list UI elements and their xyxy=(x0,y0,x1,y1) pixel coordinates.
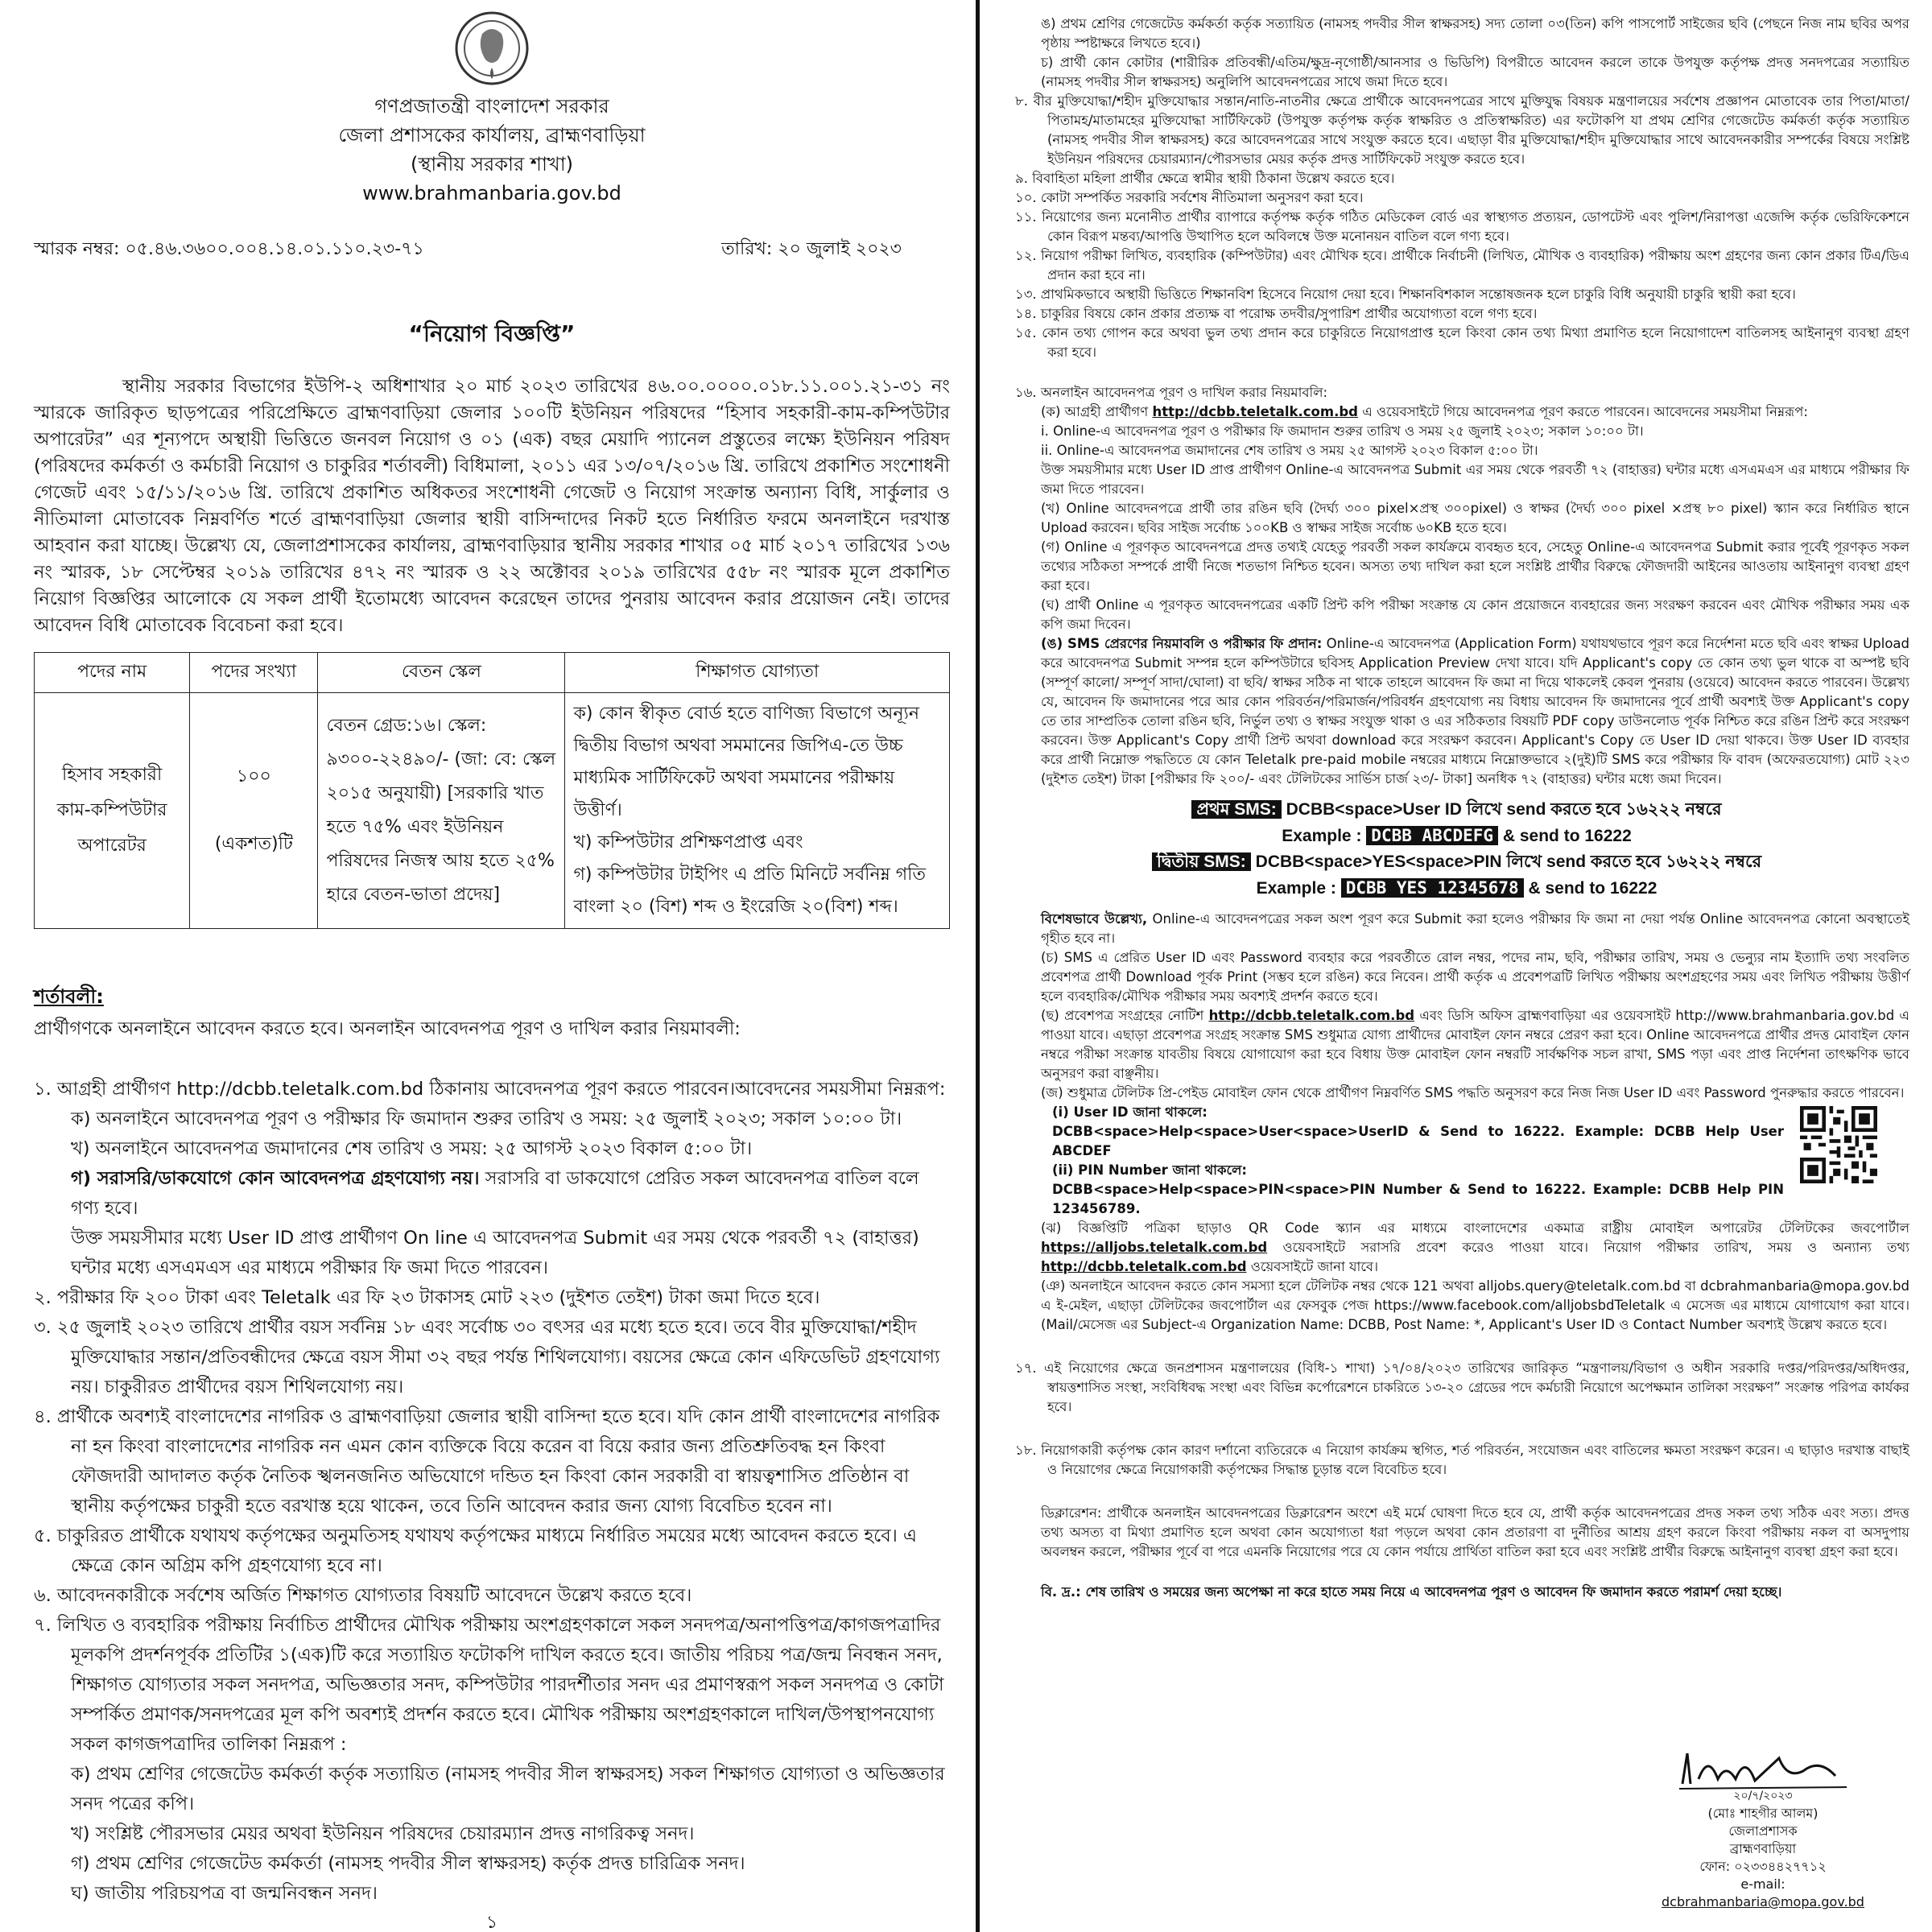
condition-1: ১. আগ্রহী প্রার্থীগণ http://dcbb.teletalk.com.bd ঠিকানায় আবেদনপত্র পূরণ করতে পারবেন।আবেদনের সময়সীমা নিম্নরূপ: xyxy=(34,1079,946,1100)
item-16a-i: i. Online-এ আবেদনপত্র পূরণ ও পরীক্ষার ফি জমাদান শুরুর তারিখ ও সময় ২৫ জুলাই ২০২৩; সকাল ১০:০০ টা। xyxy=(1041,423,1644,439)
item-10: ১০. কোটা সম্পর্কিত সরকারি সর্বশেষ নীতিমালা অনুসরণ করা হবে। xyxy=(1015,190,1364,205)
qualification-b: খ) কম্পিউটার প্রশিক্ষণপ্রাপ্ত এবং xyxy=(573,832,803,852)
intro-paragraph: স্থানীয় সরকার বিভাগের ইউপি-২ অধিশাখার ২০ মার্চ ২০২৩ তারিখের ৪৬.০০.০০০০.০১৮.১১.০০১.২১-৩১ নং স্মারকে জারিকৃত ছাড়পত্রের পরিপ্রেক্ষিতে ব্রাহ্মণবাড়িয়া জেলার ১০০টি ইউনিয়ন পরিষদের “হিসাব সহকারী-কাম-কম্পিউটার অপারেটর” এর শূন্যপদে অস্থায়ী ভিত্তিতে জনবল নিয়োগ ও ০১ (এক) বছর মেয়াদি প্যানেল প্রস্তুতের লক্ষ্যে ইউনিয়ন পরিষদ (পরিষদের কর্মকর্তা ও কর্মচারী নিয়োগ ও চাকুরির শর্তাবলী) বিধিমালা, ২০১১ এর ১৩/০৭/২০১৬ খ্রি. তারিখে প্রকাশিত সংশোধনী গেজেট এবং ১৫/১১/২০১৬ খ্রি. তারিখে প্রকাশিত অধিকতর সংশোধনী গেজেট ও নিয়োগ সংক্রান্ত অন্যান্য বিধি, সার্কুলার ও নীতিমালা মোতাবেক নিম্নবর্ণিত শর্তে ব্রাহ্মণবাড়িয়া জেলার স্থায়ী বাসিন্দাদের নিকট হতে নির্ধারিত ফরমে অনলাইনে দরখাস্ত আহবান করা যাচ্ছে। উল্লেখ্য যে, জেলাপ্রশাসকের কার্যালয়, ব্রাহ্মণবাড়িয়ার স্থানীয় সরকার শাখার ০৫ মার্চ ২০১৭ তারিখের ১৩৬ নং স্মারক, ১৮ সেপ্টেম্বর ২০১৯ তারিখের ৪৭২ নং স্মারক ও ২২ অক্টোবর ২০১৯ তারিখের ৫৫৮ নং স্মারক মূলে প্রকাশিত নিয়োগ বিজ্ঞপ্তির আলোকে যে সকল প্রার্থী ইতোমধ্যে আবেদন করেছেন তাদের পুনরায় আবেদন করার প্রয়োজন নেই। তাদের আবেদন বিধি মোতাবেক বিবেচনা করা হবে। xyxy=(34,376,950,636)
item-11: ১১. নিয়োগের জন্য মনোনীত প্রার্থীর ব্যাপারে কর্তৃপক্ষ কর্তৃক গঠিত মেডিকেল বোর্ড এর স্বাস্থ্যগত প্রত্যয়ন, ডোপটেস্ট এবং পুলিশ/নিরাপত্তা এজেন্সি কর্তৃক ভেরিফিকেশনে কোন বিরূপ মন্তব্য/আপত্তি উত্থাপিত হলে অবিলম্বে উক্ত মনোনয়ন বাতিল বলে গণ্য হবে। xyxy=(1015,209,1909,244)
signer-email[interactable]: dcbrahmanbaria@mopa.gov.bd xyxy=(1662,1894,1864,1909)
memo-number: স্মারক নম্বর: ০৫.৪৬.৩৬০০.০০৪.১৪.০১.১১০.২৩-৭১ xyxy=(34,239,424,259)
vacancy-table xyxy=(34,652,950,929)
recovery-user-id-text: DCBB<space>Help<space>User<space>UserID & Send to 16222. Example: DCBB Help User ABCDEF xyxy=(1052,1124,1784,1158)
sms-2-example-label: Example : xyxy=(1256,879,1336,898)
condition-3: ৩. ২৫ জুলাই ২০২৩ তারিখে প্রার্থীর বয়স সর্বনিম্ন ১৮ এবং সর্বোচ্চ ৩০ বৎসর এর মধ্যে হতে হবে। তবে বীর মুক্তিযোদ্ধা/শহীদ মুক্তিযোদ্ধার সন্তান/প্রতিবন্ধীদের ক্ষেত্রে বয়স সীমা ৩২ বছর পর্যন্ত শিথিলযোগ্য। বয়সের ক্ষেত্রে কোন এফিডেভিট গ্রহণযোগ্য নয়। চাকুরীরত প্রার্থীদের বয়স শিথিলযোগ্য নয়। xyxy=(34,1317,940,1397)
item-16a-note: উক্ত সময়সীমার মধ্যে User ID প্রাপ্ত প্রার্থীগণ Online-এ আবেদনপত্র Submit এর সময় থেকে পরবর্তী ৭২ (বাহাত্তর) ঘন্টার মধ্যে এসএমএস এর মাধ্যমে পরীক্ষার ফি জমা দিতে পারবেন। xyxy=(1041,462,1909,497)
dcbb-teletalk-link-2[interactable]: http://dcbb.teletalk.com.bd xyxy=(1208,1008,1415,1023)
nota-bene: বি. দ্র.: শেষ তারিখ ও সময়ের জন্য অপেক্ষা না করে হাতে সময় নিয়ে এ আবেদনপত্র পূরণ ও আবেদন ফি জমাদান করতে পরামর্শ দেয়া হচ্ছে। xyxy=(1041,1584,1782,1600)
qualification-a: ক) কোন স্বীকৃত বোর্ড হতে বাণিজ্য বিভাগে অন্যূন দ্বিতীয় বিভাগ অথবা সমমানের জিপিএ-তে উচ্চ মাধ্যমিক সার্টিফিকেট অথবা সমমানের পরীক্ষায় উত্তীর্ণ। xyxy=(573,704,919,820)
signer-email-label: e-mail: xyxy=(1740,1876,1785,1892)
recovery-user-id xyxy=(1004,1103,1784,1161)
item-16f: (চ) SMS এ প্রেরিত User ID এবং Password ব্যবহার করে পরবর্তীতে রোল নম্বর, পদের নাম, ছবি, পরীক্ষার তারিখ, সময় ও ভেন্যুর নাম ইত্যাদি তথ্য সংবলিত প্রবেশপত্র প্রার্থী Download পূর্বক Print (সম্ভব হলে রঙিন) করে নিবেন। প্রার্থী কর্তৃক এ প্রবেশপত্রটি লিখিত পরীক্ষায় অংশগ্রহণের সময় এবং লিখিত পরীক্ষায় উত্তীর্ণ হলে ব্যবহারিক/মৌখিক পরীক্ষার সময় অবশ্যই প্রদর্শন করতে হবে। xyxy=(1041,950,1909,1004)
sms-2-example-code: DCBB YES 12345678 xyxy=(1341,878,1524,898)
item-16i-post: ওয়েবসাইটে জানা যাবে। xyxy=(1250,1259,1379,1274)
signer-office: ব্রাহ্মণবাড়িয়া xyxy=(1729,1841,1797,1856)
item-18: ১৮. নিয়োগকারী কর্তৃপক্ষ কোন কারণ দর্শানো ব্যতিরেকে এ নিয়োগ কার্যক্রম স্থগিত, শর্ত পরিবর্তন, সংযোজন এবং বাতিলের ক্ষমতা সংরক্ষণ করেন। এ ছাড়াও দরখাস্ত বাছাই ও নিয়োগের ক্ষেত্রে নিয়োগকারী কর্তৃপক্ষের সিদ্ধান্ত চূড়ান্ত বলে বিবেচিত হবে। xyxy=(1015,1443,1909,1477)
condition-7b: খ) সংশ্লিষ্ট পৌরসভার মেয়র অথবা ইউনিয়ন পরিষদের চেয়ারম্যান প্রদত্ত নাগরিকত্ব সনদ। xyxy=(71,1823,695,1844)
memo-date: তারিখ: ২০ জুলাই ২০২৩ xyxy=(721,239,902,259)
condition-1b: খ) অনলাইনে আবেদনপত্র জমাদানের শেষ তারিখ ও সময়: ২৫ আগস্ট ২০২৩ বিকাল ৫:০০ টা। xyxy=(71,1138,753,1159)
item-16j: (ঞ) অনলাইনে আবেদন করতে কোন সমস্যা হলে টেলিটক নম্বর থেকে 121 অথবা alljobs.query@teletalk.com.bd বা dcbrahmanbaria@mopa.gov.bd এ ই-মেইল, এছাড়া টেলিটকের জবপোর্টাল এর ফেসবুক পেজ https://www.facebook.com/alljobsbdTeletalk এ মেসেজ এর মাধ্যমে যোগাযোগ করা যাবে। (Mail/মেসেজ এর Subject-এ Organization Name: DCBB, Post Name: *, Applicant's User ID ও Contact Number অবশ্যই উল্লেখ করতে হবে। xyxy=(1041,1278,1909,1332)
item-16a xyxy=(1004,402,1909,422)
condition-1c-rest: সরাসরি বা ডাকযোগে প্রেরিত সকল আবেদনপত্র বাতিল বলে গণ্য হবে। xyxy=(71,1168,919,1219)
item-16b: (খ) Online আবেদনপত্রে প্রার্থী তার রঙিন ছবি (দৈর্ঘ্য ৩০০ pixel×প্রস্থ ৩০০pixel) ও স্বাক্ষর (দৈর্ঘ্য ৩০০ pixel ×প্রস্থ ৮০ pixel) স্ক্যান করে নির্ধারিত স্থানে Upload করবেন। ছবির সাইজ সর্বোচ্চ ১০০KB ও স্বাক্ষর সাইজ সর্বোচ্চ ৬০KB হতে হবে। xyxy=(1041,501,1909,535)
post-name-cell: হিসাব সহকারী কাম-কম্পিউটার অপারেটর xyxy=(35,693,190,929)
item-16i-mid: ওয়েবসাইটে সরাসরি প্রবেশ করেও পাওয়া যাবে। নিয়োগ পরীক্ষার তারিখ, সময় ও অন্যান্য তথ্য xyxy=(1282,1240,1909,1255)
item-16g xyxy=(1004,1006,1909,1084)
item-16i-pre: (ঝ) বিজ্ঞপ্তিটি পত্রিকা ছাড়াও QR Code স্ক্যান এর মাধ্যমে বাংলাদেশের একমাত্র রাষ্ট্রীয় মোবাইল অপারেটর টেলিটকের জবপোর্টাল xyxy=(1041,1220,1909,1236)
sms-1-label: প্রথম SMS: xyxy=(1191,800,1281,819)
condition-1c xyxy=(34,1164,950,1224)
notice-title: “নিয়োগ বিজ্ঞপ্তি” xyxy=(408,320,576,347)
pay-scale-cell: বেতন গ্রেড:১৬। স্কেল: ৯৩০০-২২৪৯০/- (জা: বে: স্কেল ২০১৫ অনুযায়ী) [সরকারি খাত হতে ৭৫% এবং ইউনিয়ন পরিষদের নিজস্ব আয় হতে ২৫% হারে বেতন-ভাতা প্রদেয়] xyxy=(318,693,565,929)
item-16e-text: Online-এ আবেদনপত্র (Application Form) যথাযথভাবে পূরণ করে নির্দেশনা মতে ছবি এবং স্বাক্ষর Upload করে আবেদনপত্র Submit সম্পন্ন হলে কম্পিউটারে ছবিসহ Application Preview দেখা যাবে। যদি Applicant's copy তে কোন তথ্য ভুল থাকে বা অস্পষ্ট ছবি (সম্পূর্ণ কালো/ সম্পূর্ণ সাদা/ঘোলা) বা ছবি/ স্বাক্ষর সঠিক না থাকে তাহলে আবেদন ফি জমা না দিয়ে থাকলেই কেবল পুনরায় (ওয়েবে) আবেদন করতে পারবেন। উল্লেখ্য যে, আবেদন ফি জমাদানের পরে আর কোন পরিবর্তন/পরিমার্জন/পরিবর্ধন গ্রহণযোগ্য নয় বিধায় আবেদন ফি জমাদানের পূর্বে প্রার্থী অবশ্যই উক্ত Applicant's copy তে তার সাম্প্রতিক তোলা রঙিন ছবি, নির্ভুল তথ্য ও স্বাক্ষর সংযুক্ত থাকা ও এর সঠিকতার বিষয়টি PDF copy ডাউনলোড পূর্বক নিশ্চিত করে রঙিন প্রিন্ট করে সংরক্ষণ করবেন। উক্ত Applicant's Copy প্রার্থী প্রিন্ট অথবা download করে সংরক্ষণ করবেন। Applicant's Copy তে User ID দেয়া থাকবে। উক্ত User ID ব্যবহার করে প্রার্থী নিম্নোক্ত পদ্ধতিতে যে কোন Teletalk pre-paid mobile নম্বরের মাধ্যমে নিম্নোক্তভাবে ২(দুই)টি SMS করে পরীক্ষার ফি বাবদ (অফেরতযোগ্য) মোট ২২৩ (দুইশত তেইশ) টাকা [পরীক্ষার ফি ২০০/- এবং টেলিটকের সার্ভিস চার্জ ২৩/- টাকা] অনধিক ৭২ (বাহাত্তর) ঘন্টার মধ্যে জমা দিবেন। xyxy=(1041,636,1909,786)
item-7e: ঙ) প্রথম শ্রেণির গেজেটেড কর্মকর্তা কর্তৃক সত্যায়িত (নামসহ পদবীর সীল স্বাক্ষরসহ) সদ্য তোলা ০৩(তিন) কপি পাসপোর্ট সাইজের ছবি (পেছনে নিজ নাম ছবির অপর পৃষ্ঠায় স্পষ্টাক্ষরে লিখতে হবে।) xyxy=(1041,16,1909,51)
item-9: ৯. বিবাহিতা মহিলা প্রার্থীর ক্ষেত্রে স্বামীর স্থায়ী ঠিকানা উল্লেখ করতে হবে। xyxy=(1015,171,1395,186)
condition-1a: ক) অনলাইনে আবেদনপত্র পূরণ ও পরীক্ষার ফি জমাদান শুরুর তারিখ ও সময়: ২৫ জুলাই ২০২৩; সকাল ১০:০০ টা। xyxy=(71,1108,902,1129)
signer-title: জেলাপ্রশাসক xyxy=(1728,1823,1798,1839)
conditions-heading: শর্তাবলী: xyxy=(34,985,104,1008)
sms-2-body: DCBB<space>YES<space>PIN লিখে send করতে হবে ১৬২২২ নম্বরে xyxy=(1255,852,1762,871)
header-line-2: জেলা প্রশাসকের কার্যালয়, ব্রাহ্মণবাড়িয়া xyxy=(338,124,646,147)
header-line-3: (স্থানীয় সরকার শাখা) xyxy=(410,153,574,175)
declaration: ডিক্লারেশন: প্রার্থীকে অনলাইন আবেদনপত্রের ডিক্লারেশন অংশে এই মর্মে ঘোষণা দিতে হবে যে, প্রার্থী কর্তৃক আবেদনপত্রের প্রদত্ত সকল তথ্য সঠিক এবং সত্য। প্রদত্ত তথ্য অসত্য বা মিথ্যা প্রমাণিত হলে অথবা কোন অযোগ্যতা ধরা পড়লে অথবা কোন প্রতারণা বা দুর্নীতির আশ্রয় গ্রহণ করলে কিংবা পরীক্ষায় নকল বা অসদুপায় অবলম্বন করলে, পরীক্ষার পূর্বে বা পরে এমনকি নিয়োগের পরে যে কোন পর্যায়ে প্রার্থিতা বাতিল করা হবে এবং সংশ্লিষ্ট প্রার্থীর বিরুদ্ধে আইনানুগ ব্যবস্থা গ্রহণ করা হবে। xyxy=(1041,1505,1909,1559)
signer-name: (মোঃ শাহগীর আলম) xyxy=(1707,1806,1818,1821)
item-16g-pre: (ছ) প্রবেশপত্র সংগ্রহের নোটিশ xyxy=(1041,1008,1204,1023)
header-website: www.brahmanbaria.gov.bd xyxy=(362,182,621,204)
item-16e-bold: (ঙ) SMS প্রেরণের নিয়মাবলি ও পরীক্ষার ফি প্রদান: xyxy=(1041,636,1323,651)
dcbb-teletalk-link[interactable]: http://dcbb.teletalk.com.bd xyxy=(1152,404,1358,419)
item-16h: (জ) শুধুমাত্র টেলিটক প্রি-পেইড মোবাইল ফোন থেকে প্রার্থীগণ নিম্নবর্ণিত SMS পদ্ধতি অনুসরণ করে নিজ নিজ User ID এবং Password পুনরুদ্ধার করতে পারবেন। xyxy=(1041,1085,1905,1100)
sms-1-example xyxy=(1004,823,1909,849)
item-16: ১৬. অনলাইন আবেদনপত্র পূরণ ও দাখিল করার নিয়মাবলি: xyxy=(1015,385,1328,400)
qualification-cell xyxy=(565,693,950,929)
special-note xyxy=(1004,910,1909,948)
condition-1c-bold: গ) সরাসরি/ডাকযোগে কোন আবেদনপত্র গ্রহণযোগ্য নয়। xyxy=(71,1168,480,1189)
col-post-name: পদের নাম xyxy=(35,653,190,693)
special-note-rest: Online-এ আবেদনপত্রের সকল অংশ পূরণ করে Submit করা হলেও পরীক্ষার ফি জমা না দেয়া পর্যন্ত Online আবেদনপত্র কোনো অবস্থাতেই গৃহীত হবে না। xyxy=(1041,911,1909,946)
special-note-bold: বিশেষভাবে উল্লেখ্য, xyxy=(1041,911,1148,927)
page-number: ১ xyxy=(485,1913,498,1932)
item-16c: (গ) Online এ পূরণকৃত আবেদনপত্রে প্রদত্ত তথ্যই যেহেতু পরবর্তী সকল কার্যক্রমে ব্যবহৃত হবে, সেহেতু Online-এ আবেদনপত্র Submit করার পূর্বেই পূরণকৃত সকল তথ্যের সঠিকতা সম্পর্কে প্রার্থী নিজে শতভাগ নিশ্চিত হবেন। অসত্য তথ্য দাখিল করা হলে সংশ্লিষ্ট প্রার্থীর বিরুদ্ধে ফৌজদারী আইনের আওতায় আইনানুগ ব্যবস্থা গ্রহণ করা হবে। xyxy=(1041,539,1909,593)
recovery-pin-label: (ii) PIN Number জানা থাকলে: xyxy=(1052,1162,1248,1178)
signature-date: ২০/৭/২০২৩ xyxy=(1733,1790,1793,1802)
sms-2-label: দ্বিতীয় SMS: xyxy=(1152,852,1251,871)
post-count-words: (একশত)টি xyxy=(214,834,293,854)
sms-2-example-post: & send to 16222 xyxy=(1528,879,1657,898)
recovery-user-id-label: (i) User ID জানা থাকলে: xyxy=(1052,1104,1208,1120)
condition-6: ৬. আবেদনকারীকে সর্বশেষ অর্জিত শিক্ষাগত যোগ্যতার বিষয়টি আবেদনে উল্লেখ করতে হবে। xyxy=(34,1585,692,1606)
notice-page-2 xyxy=(976,0,1932,1932)
col-pay-scale: বেতন স্কেল xyxy=(318,653,565,693)
col-qualification: শিক্ষাগত যোগ্যতা xyxy=(565,653,950,693)
table-row xyxy=(35,693,950,929)
qr-code-icon[interactable] xyxy=(1800,1106,1877,1183)
dcbb-teletalk-link-3[interactable]: http://dcbb.teletalk.com.bd xyxy=(1041,1259,1247,1274)
condition-7d: ঘ) জাতীয় পরিচয়পত্র বা জন্মনিবন্ধন সনদ। xyxy=(71,1883,378,1904)
sms-1-example-label: Example : xyxy=(1282,827,1362,845)
conditions-intro: প্রার্থীগণকে অনলাইনে আবেদন করতে হবে। অনলাইন আবেদনপত্র পূরণ ও দাখিল করার নিয়মাবলী: xyxy=(34,1018,741,1039)
sms-2-line xyxy=(1004,849,1909,875)
col-post-count: পদের সংখ্যা xyxy=(190,653,318,693)
recovery-pin-text: DCBB<space>Help<space>PIN<space>PIN Number & Send to 16222. Example: DCBB Help PIN 123456789. xyxy=(1052,1182,1784,1216)
qualification-c: গ) কম্পিউটার টাইপিং এ প্রতি মিনিটে সর্বনিম্ন গতি বাংলা ২০ (বিশ) শব্দ ও ইংরেজি ২০(বিশ) শব্দ। xyxy=(573,865,926,917)
item-16a-post: এ ওয়েবসাইটে গিয়ে আবেদনপত্র পূরণ করতে পারবেন। আবেদনের সময়সীমা নিম্নরূপ: xyxy=(1362,404,1808,419)
sms-2-example xyxy=(1004,875,1909,902)
recovery-block xyxy=(1004,1103,1909,1219)
condition-2: ২. পরীক্ষার ফি ২০০ টাকা এবং Teletalk এর ফি ২৩ টাকাসহ মোট ২২৩ (দুইশত তেইশ) টাকা জমা দিতে হবে। xyxy=(34,1287,820,1308)
government-seal-icon xyxy=(453,10,530,87)
sms-1-line xyxy=(1004,797,1909,823)
item-16e xyxy=(1004,634,1909,789)
sms-1-example-post: & send to 16222 xyxy=(1502,827,1632,845)
condition-7c: গ) প্রথম শ্রেণির গেজেটেড কর্মকর্তা (নামসহ পদবীর সীল স্বাক্ষরসহ) কর্তৃক প্রদত্ত চারিত্রিক সনদ। xyxy=(71,1853,745,1874)
condition-7a: ক) প্রথম শ্রেণির গেজেটেড কর্মকর্তা কর্তৃক সত্যায়িত (নামসহ পদবীর সীল স্বাক্ষরসহ) সকল শিক্ষাগত যোগ্যতা ও অভিজ্ঞতার সনদ পত্রের কপি। xyxy=(71,1764,945,1814)
item-13: ১৩. প্রাথমিকভাবে অস্থায়ী ভিত্তিতে শিক্ষানবিশ হিসেবে নিয়োগ দেয়া হবে। শিক্ষানবিশকাল সন্তোষজনক হলে চাকুরি বিধি অনুযায়ী চাকুরি স্থায়ী করা হবে। xyxy=(1015,287,1796,302)
item-7f: চ) প্রার্থী কোন কোটার (শারীরিক প্রতিবন্ধী/এতিম/ক্ষুদ্র-নৃগোষ্ঠী/আনসার ও ভিডিপি) বিপরীতে আবেদন করলে তাকে উপযুক্ত কর্তৃপক্ষ প্রদত্ত সনদপত্রের সত্যায়িত (নামসহ পদবীর সীল স্বাক্ষরসহ) অনুলিপি আবেদনপত্রের সাথে জমা দিতে হবে। xyxy=(1041,55,1909,89)
condition-4: ৪. প্রার্থীকে অবশ্যই বাংলাদেশের নাগরিক ও ব্রাহ্মণবাড়িয়া জেলার স্থায়ী বাসিন্দা হতে হবে। যদি কোন প্রার্থী বাংলাদেশের নাগরিক না হন কিংবা বাংলাদেশের নাগরিক নন এমন কোন ব্যক্তিকে বিয়ে করেন বা বিয়ে করার জন্য প্রতিশ্রুতিবদ্ধ হন কিংবা ফৌজদারী আদালত কর্তৃক নৈতিক স্খলনজনিত অভিযোগে দন্ডিত হন কিংবা কোন সরকারী বা স্বায়ত্বশাসিত প্রতিষ্ঠান বা স্থানীয় কর্তৃপক্ষের চাকুরী হতে বরখাস্ত হয়ে থাকেন, তবে তিনি আবেদন করার জন্য যোগ্য বিবেচিত হবেন না। xyxy=(34,1406,940,1517)
item-16i xyxy=(1004,1219,1909,1277)
item-16g-post: এবং ডিসি অফিস ব্রাহ্মণবাড়িয়া এর ওয়েবসাইট http://www.brahmanbaria.gov.bd এ পাওয়া যাবে। এছাড়া প্রবেশপত্র সংগ্রহ সংক্রান্ত SMS শুধুমাত্র যোগ্য প্রার্থীদের মোবাইল ফোন নম্বরে প্রেরণ করা হবে। Online আবেদনপত্রে প্রার্থীর প্রদত্ত মোবাইল ফোন নম্বরে পরীক্ষা সংক্রান্ত যাবতীয় বিষয়ে যোগাযোগ করা হবে বিধায় উক্ত মোবাইল ফোন নম্বরটি সার্বক্ষণিক সচল রাখা, SMS পড়া এবং প্রাপ্ত নির্দেশনা তাৎক্ষণিক ভাবে অনুসরণ করা বাঞ্ছনীয়। xyxy=(1041,1008,1909,1081)
header-line-1: গণপ্রজাতন্ত্রী বাংলাদেশ সরকার xyxy=(374,95,609,118)
post-count-cell xyxy=(190,693,318,929)
post-count: ১০০ xyxy=(236,766,271,786)
item-15: ১৫. কোন তথ্য গোপন করে অথবা ভুল তথ্য প্রদান করে চাকুরিতে নিয়োগপ্রাপ্ত হলে কিংবা কোন তথ্য মিথ্যা প্রমাণিত হলে নিয়োগাদেশ বাতিলসহ আইনানুগ ব্যবস্থা গ্রহণ করা হবে। xyxy=(1015,325,1909,360)
item-14: ১৪. চাকুরির বিষয়ে কোন প্রকার প্রত্যক্ষ বা পরোক্ষ তদবীর/সুপারিশ প্রার্থীর অযোগ্যতা বলে গণ্য হবে। xyxy=(1015,306,1538,321)
item-16a-ii: ii. Online-এ আবেদনপত্র জমাদানের শেষ তারিখ ও সময় ২৫ আগস্ট ২০২৩ বিকাল ৫:০০ টা। xyxy=(1041,443,1538,458)
recovery-pin xyxy=(1004,1161,1784,1219)
sms-1-example-code: DCBB ABCDEFG xyxy=(1366,826,1498,845)
item-8: ৮. বীর মুক্তিযোদ্ধা/শহীদ মুক্তিযোদ্ধার সন্তান/নাতি-নাতনীর ক্ষেত্রে প্রার্থীকে আবেদনপত্রের সাথে মুক্তিযুদ্ধ বিষয়ক মন্ত্রণালয়ের সর্বশেষ প্রজ্ঞাপন মোতাবেক তার পিতা/মাতা/পিতামহ/মাতামহের মুক্তিযোদ্ধা সার্টিফিকেট (উপযুক্ত কর্তৃপক্ষ কর্তৃক স্বাক্ষরিত ও প্রতিস্বাক্ষরিত) এর ফটোকপি যা প্রথম শ্রেণির গেজেটেড কর্মকর্তা কর্তৃক সত্যায়িত (নামসহ পদবীর সীল স্বাক্ষরসহ) করে আবেদনপত্রের সাথে সংযুক্ত করতে হবে। এছাড়া বীর মুক্তিযোদ্ধা/শহীদ মুক্তিযোদ্ধার সাথে আবেদনকারীর সম্পর্কের বিষয়ে সংশ্লিষ্ট ইউনিয়ন পরিষদের চেয়ারম্যান/পৌরসভার মেয়র কর্তৃক প্রদত্ত সার্টিফিকেট সংযুক্ত করতে হবে। xyxy=(1015,93,1909,167)
condition-5: ৫. চাকুরিরত প্রার্থীকে যথাযথ কর্তৃপক্ষের অনুমতিসহ যথাযথ কর্তৃপক্ষের মাধ্যমে নির্ধারিত সময়ের মধ্যে আবেদন করতে হবে। এ ক্ষেত্রে কোন অগ্রিম কপি গ্রহণযোগ্য হবে না। xyxy=(34,1525,918,1576)
condition-1d: উক্ত সময়সীমার মধ্যে User ID প্রাপ্ত প্রার্থীগণ On line এ আবেদনপত্র Submit এর সময় থেকে পরবর্তী ৭২ (বাহাত্তর) ঘন্টার মধ্যে এসএমএস এর মাধ্যমে পরীক্ষার ফি জমা দিতে পারবেন। xyxy=(71,1228,919,1278)
sms-1-body: DCBB<space>User ID লিখে send করতে হবে ১৬২২২ নম্বরে xyxy=(1286,800,1722,819)
item-12: ১২. নিয়োগ পরীক্ষা লিখিত, ব্যবহারিক (কম্পিউটার) এবং মৌখিক হবে। প্রার্থীকে নির্বাচনী (লিখিত, মৌখিক ও ব্যবহারিক) পরীক্ষায় অংশ গ্রহণের জন্য কোন প্রকার টিএ/ডিএ প্রদান করা হবে না। xyxy=(1015,248,1909,283)
item-16a-pre: (ক) আগ্রহী প্রার্থীগণ xyxy=(1041,404,1149,419)
item-17: ১৭. এই নিয়োগের ক্ষেত্রে জনপ্রশাসন মন্ত্রণালয়ের (বিধি-১ শাখা) ১৭/০৪/২০২৩ তারিখের জারিকৃত “মন্ত্রণালয়/বিভাগ ও অধীন সরকারি দপ্তর/পরিদপ্তর/অধিদপ্তর, স্বায়ত্তশাসিত সংস্থা, সংবিধিবদ্ধ সংস্থা এবং বিভিন্ন কর্পোরেশনে চাকরিতে ১৩-২০ গ্রেডের পদে কর্মচারী নিয়োগে অপেক্ষমান তালিকা সংরক্ষণ” সংক্রান্ত পরিপত্র কার্যকর হবে। xyxy=(1015,1360,1909,1414)
item-16d: (ঘ) প্রার্থী Online এ পূরণকৃত আবেদনপত্রের একটি প্রিন্ট কপি পরীক্ষা সংক্রান্ত যে কোন প্রয়োজনে ব্যবহারের জন্য সংরক্ষণ করবেন এবং মৌখিক পরীক্ষার সময় এক কপি জমা দিবেন। xyxy=(1041,597,1909,632)
signature-block xyxy=(1642,1747,1884,1911)
condition-7: ৭. লিখিত ও ব্যবহারিক পরীক্ষায় নির্বাচিত প্রার্থীদের মৌখিক পরীক্ষায় অংশগ্রহণকালে সকল সনদপত্র/অনাপত্তিপত্র/কাগজপত্রাদির মূলকপি প্রদর্শনপূর্বক প্রতিটির ১(এক)টি করে সত্যায়িত ফটোকপি দাখিল করতে হবে। জাতীয় পরিচয় পত্র/জন্ম নিবন্ধন সনদ, শিক্ষাগত যোগ্যতার সকল সনদপত্র, অভিজ্ঞতার সনদ, কম্পিউটার পারদর্শীতার সনদ এর প্রমাণস্বরূপ সকল সনদপত্র ও কোটা সম্পর্কিত প্রমাণক/সনদপত্রের মূল কপি অবশ্যই প্রদর্শন করতে হবে। মৌখিক পরীক্ষায় অংশগ্রহণকালে দাখিল/উপস্থাপনযোগ্য সকল কাগজপত্রাদির তালিকা নিম্নরূপ : xyxy=(34,1615,944,1755)
signer-phone: ফোন: ০২৩৩৪৪২৭৭১২ xyxy=(1699,1859,1827,1874)
alljobs-teletalk-link[interactable]: https://alljobs.teletalk.com.bd xyxy=(1041,1240,1268,1255)
